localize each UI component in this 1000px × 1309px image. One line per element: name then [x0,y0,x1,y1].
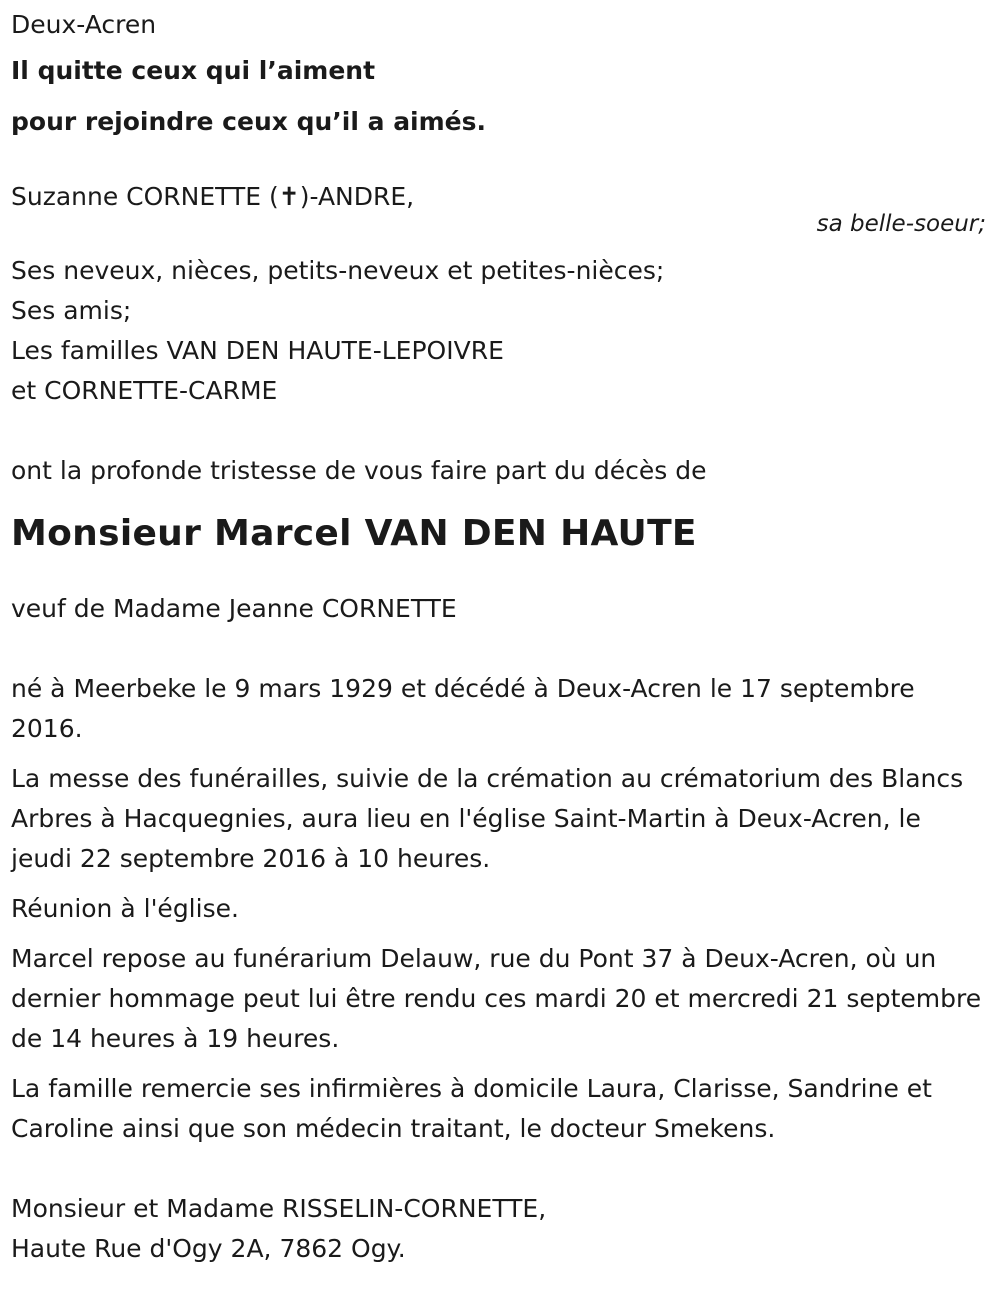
spacer [11,147,986,177]
family-member-1: Suzanne CORNETTE (✝)-ANDRE, [11,182,415,211]
quote-line-1: Il quitte ceux qui l’aiment [11,56,376,85]
deceased-name: Monsieur Marcel VAN DEN HAUTE [11,513,697,554]
quote-line-2: pour rejoindre ceux qu’il a aimés. [11,107,487,136]
widower-of: veuf de Madame Jeanne CORNETTE [11,594,457,623]
spacer [11,1149,986,1189]
family-line-4: Les familles VAN DEN HAUTE-LEPOIVRE [11,336,504,365]
thanks-details: La famille remercie ses infirmières à domicile Laura, Clarisse, Sandrine et Caroline ainsi que son médecin traitant, le docteur Smekens. [11,1074,932,1143]
contact-name: Monsieur et Madame RISSELIN-CORNETTE, [11,1194,547,1223]
reunion-details: Réunion à l'église. [11,894,239,923]
funeral-details: La messe des funérailles, suivie de la crémation au crématorium des Blancs Arbres à Hacquegnies, aura lieu en l'église Saint-Martin à Deux-Acren, le jeudi 22 septembre 2016 à 10 heures. [11,764,964,873]
visitation-details: Marcel repose au funérarium Delauw, rue du Pont 37 à Deux-Acren, où un dernier hommage peut lui être rendu ces mardi 20 et mercredi 21 septembre de 14 heures à 19 heures. [11,944,982,1053]
birth-death: né à Meerbeke le 9 mars 1929 et décédé à Deux-Acren le 17 septembre 2016. [11,674,915,743]
family-member-1-relation: sa belle-soeur; [816,211,986,237]
spacer [11,491,986,509]
spacer [11,629,986,669]
place-heading: Deux-Acren [11,10,157,39]
spacer [11,411,986,451]
contact-address: Haute Rue d'Ogy 2A, 7862 Ogy. [11,1234,406,1263]
family-line-3: Ses amis; [11,296,132,325]
announcement: ont la profonde tristesse de vous faire part du décès de [11,456,707,485]
family-line-5: et CORNETTE-CARME [11,376,278,405]
obituary-notice [11,5,986,1269]
family-line-2: Ses neveux, nièces, petits-neveux et petites-nièces; [11,256,665,285]
spacer [11,559,986,589]
